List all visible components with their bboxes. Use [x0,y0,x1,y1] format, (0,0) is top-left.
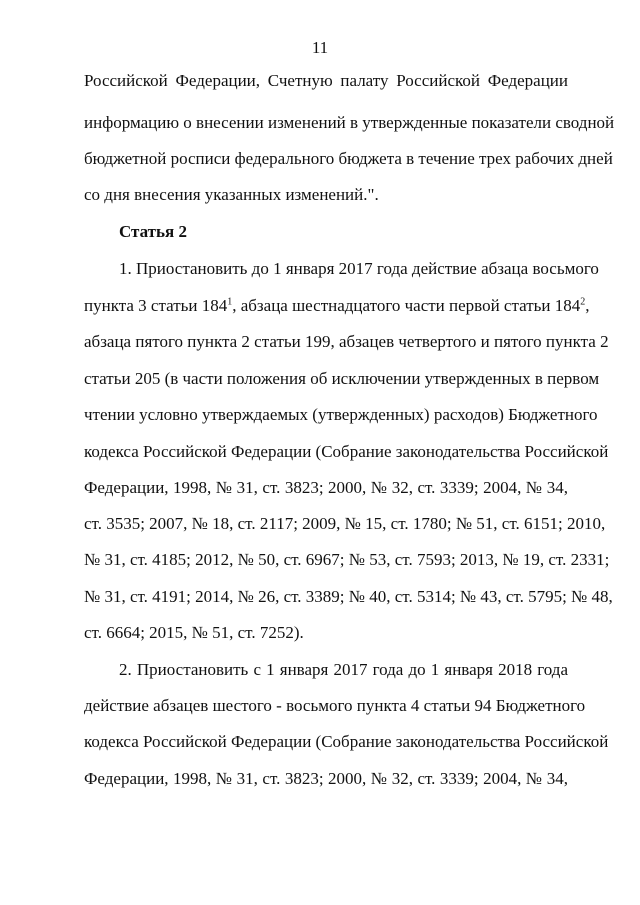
superscript: 2 [580,296,586,308]
paragraph-line: информацию о внесении изменений в утвержденные показатели сводной [84,113,615,132]
paragraph-line: кодекса Российской Федерации (Собрание законодательства Российской [84,732,609,751]
paragraph-line: № 31, ст. 4191; 2014, № 26, ст. 3389; № 40, ст. 5314; № 43, ст. 5795; № 48, [84,587,613,606]
paragraph-line [84,295,590,317]
paragraph-line: абзаца пятого пункта 2 статьи 199, абзацев четвертого и пятого пункта 2 [84,332,609,351]
paragraph-line: 1. Приостановить до 1 января 2017 года действие абзаца восьмого [119,259,599,278]
paragraph-line: бюджетной росписи федерального бюджета в течение трех рабочих дней [84,149,613,168]
paragraph-line: Федерации, 1998, № 31, ст. 3823; 2000, № 32, ст. 3339; 2004, № 34, [84,769,568,788]
superscript: 1 [227,296,233,308]
paragraph-line: ст. 3535; 2007, № 18, ст. 2117; 2009, № 15, ст. 1780; № 51, ст. 6151; 2010, [84,514,606,533]
page-number: 11 [311,38,329,57]
text-run: , абзаца шестнадцатого части первой статьи 184 [232,296,581,315]
paragraph-line: со дня внесения указанных изменений.". [84,185,379,204]
paragraph-line: кодекса Российской Федерации (Собрание законодательства Российской [84,442,609,461]
paragraph-line: ст. 6664; 2015, № 51, ст. 7252). [84,623,304,642]
paragraph-line: 2. Приостановить с 1 января 2017 года до 1 января 2018 года [119,660,568,679]
paragraph-line: статьи 205 (в части положения об исключении утвержденных в первом [84,369,600,388]
article-heading: Статья 2 [119,222,187,241]
paragraph-line: действие абзацев шестого - восьмого пункта 4 статьи 94 Бюджетного [84,696,586,715]
paragraph-line: Российской Федерации, Счетную палату Российской Федерации [84,71,568,90]
paragraph-line: чтении условно утверждаемых (утвержденных) расходов) Бюджетного [84,405,598,424]
paragraph-line: Федерации, 1998, № 31, ст. 3823; 2000, № 32, ст. 3339; 2004, № 34, [84,478,568,497]
paragraph-line: № 31, ст. 4185; 2012, № 50, ст. 6967; № 53, ст. 7593; 2013, № 19, ст. 2331; [84,550,610,569]
text-run: пункта 3 статьи 184 [84,296,228,315]
text-run: , [585,296,590,315]
